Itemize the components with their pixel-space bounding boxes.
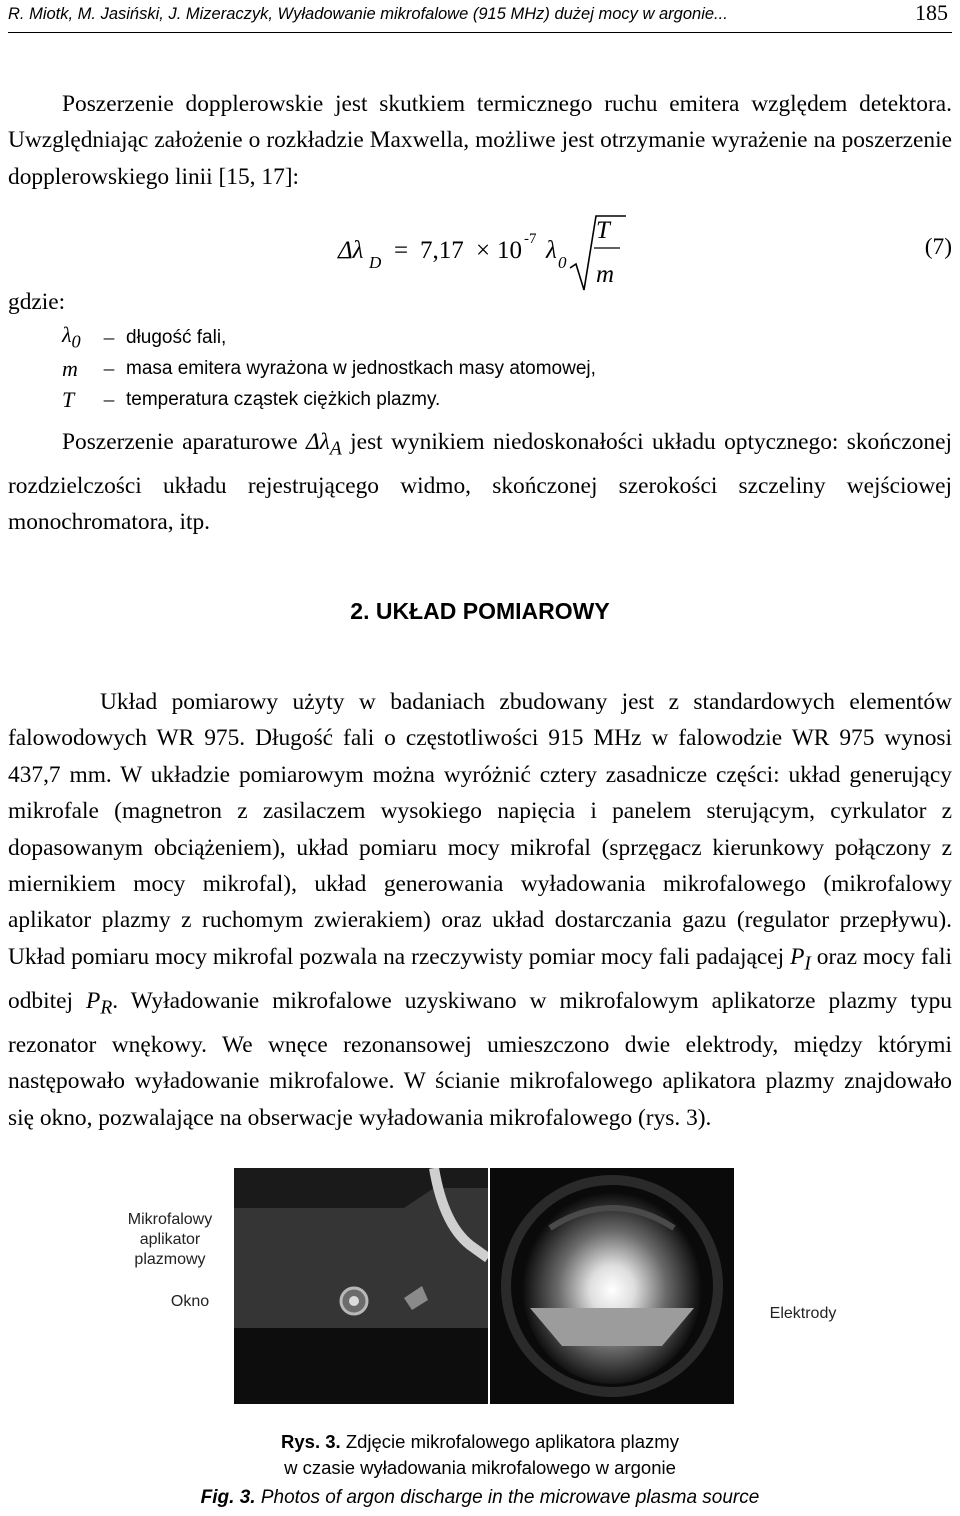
definition-symbol: T — [62, 386, 75, 412]
definition-symbol: $\lambda_0$ — [62, 322, 81, 352]
eq-base: 10 — [497, 237, 522, 264]
paragraph-setup: Układ pomiarowy użyty w badaniach zbudowany jest z standardowych elementów falowodowych WR 975. Długość fali o częstotliwości 915 MHz w falowodzie WR 975 wynosi 437,7 mm. W układzie pomiarowym można wyróżnić cztery zasadnicze części: układ generujący mikrofale (magnetron z zasilaczem wysokiego napięcia i panelem sterującym, cyrkulator z dopasowanym obciążeniem), układ pomiaru mocy mikrofal (sprzęgacz kierunkowy połączony z miernikiem mocy mikrofal), układ generowania wyładowania mikrofalowego (mikrofalowy aplikator plazmy z ruchomym zwierakiem) oraz układ dostarczania gazu (regulator przepływu). Układ pomiaru mocy mikrofal pozwala na rzeczywisty pomiar mocy fali padającej $P_I$ oraz mocy fali odbitej $P_R$. Wyładowanie mikrofalowe uzyskiwano w mikrofalowym aplikatorze plazmy typu rezonator wnękowy. We wnęce rezonansowej umieszczono dwie elektrody, między którymi następowało wyładowanie mikrofalowe. W ścianie mikrofalowego aplikatora plazmy znajdowało się okno, pozwalające na obserwacje wyładowania mikrofalowego (rys. 3). — [8, 689, 952, 1131]
eq-times: × — [476, 237, 491, 264]
paragraph-doppler: Poszerzenie dopplerowskie jest skutkiem termicznego ruchu emitera względem detektora. Uwzględniając założenie o rozkładzie Maxwella, możliwe jest otrzymanie wyrażenie na poszerzenie dopplerowskiego linii [15, 17]: — [8, 91, 952, 190]
eq-lhs-sub: D — [369, 253, 382, 272]
eq-numerator: T — [596, 217, 610, 244]
label-electrodes: Elektrody — [769, 1305, 837, 1322]
eq-equals: = — [394, 237, 409, 264]
definitions-list — [62, 322, 596, 415]
eq-exponent: -7 — [524, 231, 537, 247]
definition-text: temperatura cząstek ciężkich plazmy. — [126, 388, 441, 410]
section-title: 2. UKŁAD POMIAROWY — [350, 598, 610, 624]
caption-pl-line2: w czasie wyładowania mikrofalowego w argonie — [284, 1457, 676, 1478]
definition-symbol: m — [62, 355, 78, 381]
label-window: Okno — [170, 1293, 210, 1310]
photo-discharge — [490, 1168, 734, 1404]
running-header — [8, 0, 952, 33]
definition-dash: – — [103, 387, 115, 411]
eq-lambda-sub: 0 — [558, 253, 567, 272]
eq-lambda: λ — [546, 237, 557, 264]
definition-dash: – — [103, 356, 115, 380]
equation-number: (7) — [924, 234, 952, 260]
caption-pl-line1: Rys. 3. Zdjęcie mikrofalowego aplikatora plazmy — [281, 1431, 679, 1452]
definition-lambda — [62, 322, 596, 353]
eq-lhs: Δλ — [338, 237, 364, 264]
applicator-illustration — [234, 1168, 488, 1404]
photo-applicator — [234, 1168, 488, 1404]
eq-denominator: m — [596, 261, 615, 288]
definition-t — [62, 384, 596, 415]
definition-dash: – — [103, 325, 115, 349]
paragraph-instrumental: Poszerzenie aparaturowe $\Delta\lambda_A$ jest wynikiem niedoskonałości układu optycznego: skończonej rozdzielczości układu rejestrującego widmo, skończonej szerokości szczeliny wejściowej monochromatora, itp. — [8, 429, 952, 536]
page-number: 185 — [915, 0, 948, 25]
discharge-illustration — [490, 1168, 734, 1404]
equation-7 — [0, 208, 960, 298]
running-title: R. Miotk, M. Jasiński, J. Mizeraczyk, Wyładowanie mikrofalowe (915 MHz) dużej mocy w argonie... — [8, 5, 728, 23]
equation-graphic — [0, 208, 960, 298]
definition-text: długość fali, — [126, 326, 227, 348]
definition-text: masa emitera wyrażona w jednostkach masy atomowej, — [126, 357, 596, 379]
eq-coefficient: 7,17 — [420, 237, 464, 264]
definition-m — [62, 353, 596, 384]
label-applicator: Mikrofalowy aplikator plazmowy — [127, 1211, 213, 1268]
caption-en: Fig. 3. Photos of argon discharge in the microwave plasma source — [200, 1487, 760, 1508]
where-label: gdzie: — [8, 289, 66, 315]
